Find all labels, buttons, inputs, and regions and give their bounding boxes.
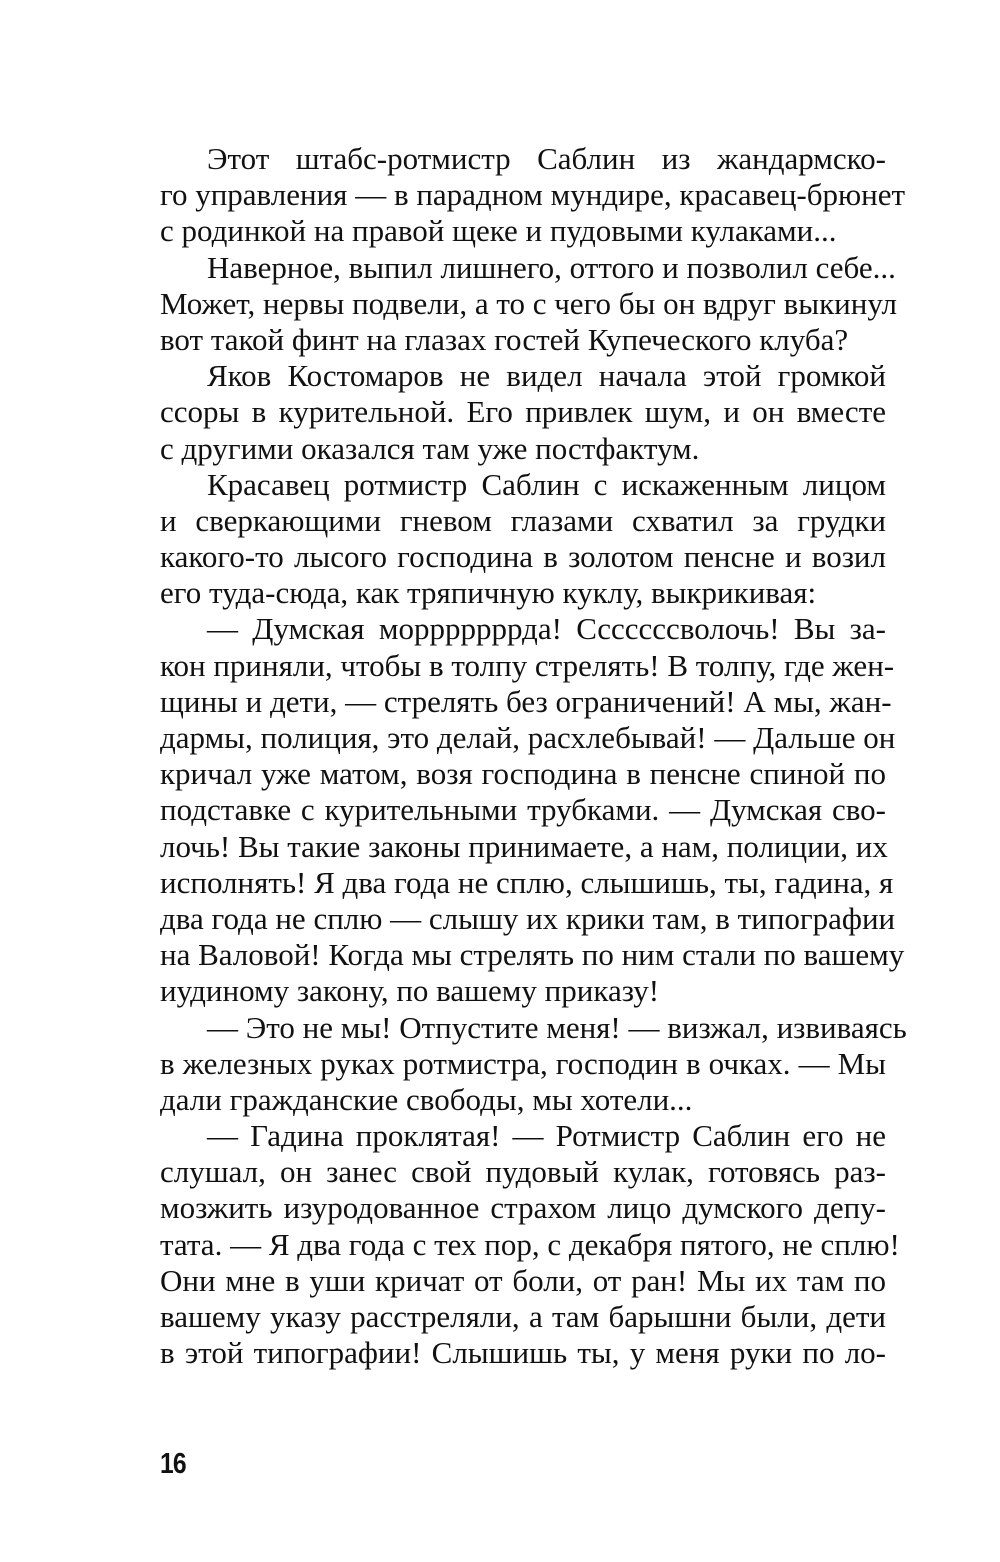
text-line: дармы, полиция, это делай, расхлебывай! — Дальше он	[160, 720, 896, 755]
text-line: кричал уже матом, возя господина в пенсне спиной по	[160, 756, 886, 792]
text-line: Этот штабс-ротмистр Саблин из жандармско-	[207, 141, 886, 176]
text-line: — Это не мы! Отпустите меня! — визжал, извиваясь	[207, 1009, 907, 1045]
text-line: мозжить изуродованное страхом лицо думского депу-	[160, 1190, 886, 1226]
text-line: с родинкой на правой щеке и пудовыми кулаками...	[160, 213, 837, 249]
text-line: Красавец ротмистр Саблин с искаженным лицом	[207, 466, 886, 502]
text-line: дали гражданские свободы, мы хотели...	[160, 1081, 693, 1117]
text-line: кон приняли, чтобы в толпу стрелять! В толпу, где жен-	[160, 647, 895, 683]
text-line: с другими оказался там уже постфактум.	[160, 430, 700, 466]
text-line: какого-то лысого господина в золотом пенсне и возил	[160, 539, 886, 575]
body-text	[160, 141, 907, 1371]
text-line: вот такой финт на глазах гостей Купеческого клуба?	[160, 321, 849, 357]
text-line: слушал, он занес свой пудовый кулак, готовясь раз-	[160, 1154, 886, 1190]
text-line: — Думская морррррррда! Сссссссволочь! Вы за-	[207, 611, 886, 647]
text-line: — Гадина проклятая! — Ротмистр Саблин его не	[207, 1118, 886, 1154]
text-line: подставке с курительными трубками. — Думская сво-	[160, 792, 886, 828]
text-line: иудиному закону, по вашему приказу!	[160, 973, 660, 1009]
text-line: щины и дети, — стрелять без ограничений! А мы, жан-	[160, 683, 892, 719]
page-number: 16	[160, 1448, 186, 1480]
text-line: тата. — Я два года с тех пор, с декабря пятого, не сплю!	[160, 1226, 900, 1262]
text-line: го управления — в парадном мундире, красавец-брюнет	[160, 177, 906, 213]
text-line: и сверкающими гневом глазами схватил за грудки	[160, 502, 886, 538]
text-line: в этой типографии! Слышишь ты, у меня руки по ло-	[160, 1335, 886, 1371]
text-line: исполнять! Я два года не сплю, слышишь, ты, гадина, я	[160, 864, 894, 900]
text-line: Может, нервы подвели, а то с чего бы он вдруг выкинул	[160, 285, 897, 321]
text-line: лочь! Вы такие законы принимаете, а нам, полиции, их	[160, 828, 888, 864]
text-line: два года не сплю — слышу их крики там, в типографии	[160, 900, 896, 936]
text-line: на Валовой! Когда мы стрелять по ним стали по вашему	[160, 937, 905, 973]
text-line: в железных руках ротмистра, господин в очках. — Мы	[160, 1045, 886, 1081]
text-line: Наверное, выпил лишнего, оттого и позволил себе...	[207, 249, 896, 285]
text-line: его туда-сюда, как тряпичную куклу, выкрикивая:	[160, 575, 817, 611]
text-line: Они мне в уши кричат от боли, от ран! Мы их там по	[160, 1262, 886, 1298]
text-line: вашему указу расстреляли, а там барышни были, дети	[160, 1299, 886, 1334]
text-line: Яков Костомаров не видел начала этой громкой	[207, 358, 886, 394]
text-line: ссоры в курительной. Его привлек шум, и он вместе	[160, 394, 886, 430]
